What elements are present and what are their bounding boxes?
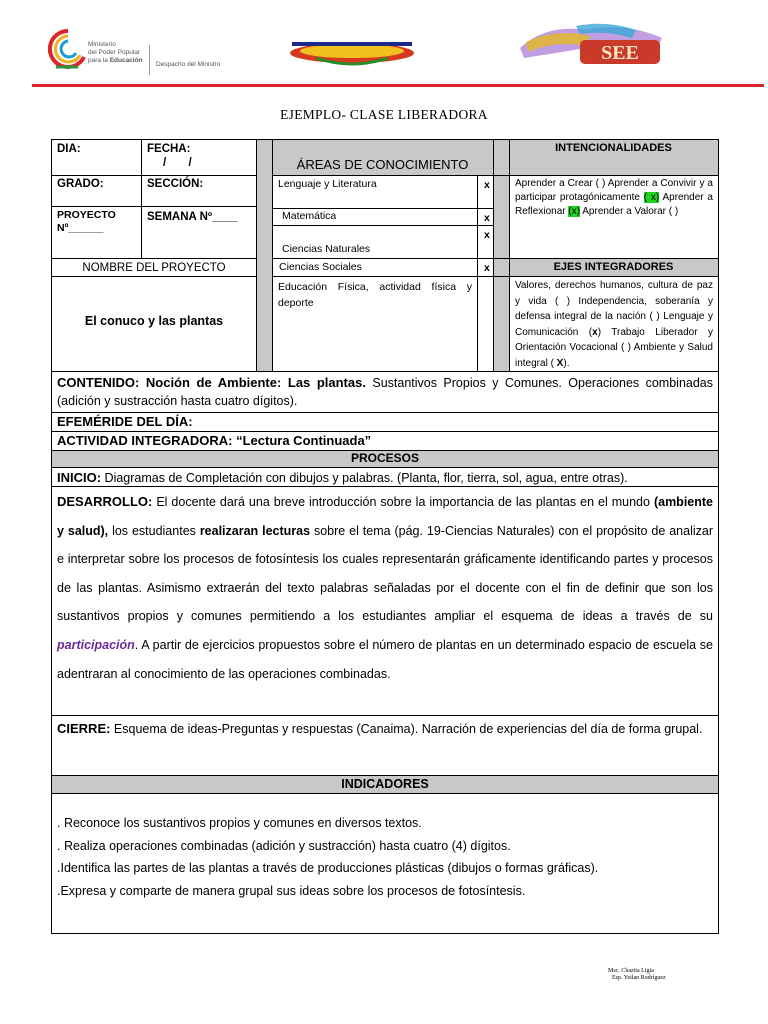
area-lenguaje-mark: x	[484, 179, 490, 191]
nombre-proyecto-label: NOMBRE DEL PROYECTO	[82, 262, 226, 274]
efemeride-label: EFEMÉRIDE DEL DÍA:	[57, 414, 193, 429]
area-ciencias-naturales-mark: x	[484, 229, 490, 241]
area-ciencias-naturales: Ciencias Naturales	[282, 243, 371, 255]
ejes-text-part3: ).	[563, 357, 570, 369]
procesos-header: PROCESOS	[350, 451, 419, 465]
central-emblem-logo	[286, 36, 418, 68]
inicio-label: INICIO:	[57, 470, 102, 485]
signature-line2: Esp. Yeilan Rodríguez	[612, 975, 666, 981]
area-ciencias-sociales: Ciencias Sociales	[279, 261, 362, 273]
desarrollo-label: DESARROLLO:	[57, 494, 153, 509]
area-lenguaje: Lenguaje y Literatura	[278, 178, 377, 190]
cierre-cell	[57, 720, 713, 738]
indicadores-header: INDICADORES	[341, 777, 429, 791]
grado-label: GRADO:	[57, 178, 104, 190]
ministry-line2: del Poder Popular	[88, 49, 141, 56]
logo-divider	[149, 45, 150, 75]
intencion-crear-convivir: Aprender a Crear ( ) Aprender a Convivir y a participar protagónicamente	[515, 178, 713, 203]
signature	[608, 968, 666, 982]
gray-col-2	[493, 140, 509, 176]
inicio-cell	[57, 469, 713, 487]
eje-lenguaje-mark: x	[592, 326, 598, 338]
proyecto-number: Nº______	[57, 222, 104, 234]
areas-header: ÁREAS DE CONOCIMIENTO	[296, 157, 469, 172]
desarrollo-text-4: . A partir de ejercicios propuestos sobre el número de plantas en un determinado espacio de escuela se adentraran al conocimiento de las operaciones combinadas.	[57, 637, 713, 681]
intencionalidades-header: INTENCIONALIDADES	[555, 142, 672, 154]
desarrollo-text-2: los estudiantes	[108, 523, 200, 538]
ministry-emblem-icon	[48, 27, 88, 75]
area-matematica-mark: x	[484, 212, 490, 224]
semana-label: SEMANA Nº____	[147, 211, 238, 223]
dia-label: DIA:	[57, 143, 81, 155]
area-ciencias-sociales-mark: x	[484, 262, 490, 274]
fecha-value: / /	[163, 157, 192, 169]
desarrollo-text-1: El docente dará una breve introducción sobre la importancia de las plantas en el mundo	[152, 495, 654, 509]
ejes-text-part2: ) Trabajo Liberador y Orientación Vocacional ( ) Ambiente y Salud integral (	[515, 326, 713, 369]
indicador-item: . Realiza operaciones combinadas (adición y sustracción) hasta cuatro (4) dígitos.	[57, 838, 511, 853]
gray-col-2-lower	[493, 176, 509, 371]
indicadores-list	[57, 812, 598, 902]
svg-text:SEE: SEE	[601, 42, 639, 64]
gray-col-1	[256, 140, 272, 371]
desarrollo-text-3: sobre el tema (pág. 19-Ciencias Naturales) con el propósito de analizar e interpretar sobre los procesos de fotosíntesis los cuales representarán gráficamente identificando partes y procesos de las plantas. Asimismo extraerán del texto palabras señaladas por el docente con el fin de definir que son los sustantivos propios y comunes permitiendo a los estudiantes ampliar el esquema de ideas a través de su	[57, 523, 713, 624]
intencion-reflexionar-mark: (x)	[568, 206, 581, 217]
eje-ambiente-mark: X	[553, 357, 564, 369]
ministry-logo	[48, 27, 228, 79]
area-educacion-fisica: Educación Física, actividad física y deporte	[278, 281, 472, 309]
despacho-label: Despacho del Ministro	[156, 61, 221, 68]
inicio-text: Diagramas de Completación con dibujos y palabras. (Planta, flor, tierra, sol, agua, entre otras).	[101, 471, 628, 485]
ministry-line3-bold: Educación	[109, 57, 143, 64]
actividad-integradora: ACTIVIDAD INTEGRADORA: “Lectura Continuada”	[57, 433, 372, 448]
desarrollo-bold-1: (ambiente y salud),	[57, 495, 713, 538]
proyecto-label: PROYECTO	[57, 209, 116, 221]
intencion-valorar: Aprender a Valorar ( )	[580, 206, 679, 217]
area-matematica: Matemática	[282, 210, 337, 222]
contenido-label: CONTENIDO: Noción de Ambiente: Las plantas.	[57, 375, 366, 390]
intencion-reflexionar: Aprender a Reflexionar	[515, 192, 713, 217]
indicador-item: .Identifica las partes de las plantas a través de producciones plásticas (dibujos o formas gráficas).	[57, 861, 599, 875]
seccion-label: SECCIÓN:	[147, 178, 204, 190]
ejes-text-part1: Valores, derechos humanos, cultura de paz y vida ( ) Independencia, soberanía y defensa integral de la nación ( ) Lenguaje y Comunicación (	[515, 280, 713, 338]
contenido-cell	[57, 374, 713, 410]
header-rule	[32, 84, 764, 87]
cierre-label: CIERRE:	[57, 721, 111, 736]
signature-line1: Msc. Chazita Ligia	[608, 968, 654, 974]
desarrollo-bold-2: realizaran lecturas	[199, 523, 311, 538]
cierre-text: Esquema de ideas-Preguntas y respuestas (Canaima). Narración de experiencias del día de forma grupal.	[110, 722, 703, 736]
ministry-line1: Ministerio	[88, 41, 116, 48]
indicador-item: . Reconoce los sustantivos propios y comunes en diversos textos.	[57, 816, 422, 830]
indicador-item: .Expresa y comparte de manera grupal sus ideas sobre los procesos de fotosíntesis.	[57, 883, 526, 898]
contenido-text: Sustantivos Propios y Comunes. Operaciones combinadas (adición y sustracción hasta cuatro dígitos).	[57, 376, 713, 408]
document-title: EJEMPLO- CLASE LIBERADORA	[280, 107, 488, 122]
fecha-label: FECHA:	[147, 143, 191, 155]
ejes-text	[515, 278, 713, 371]
ministry-line3: para la	[88, 57, 110, 64]
ejes-header: EJES INTEGRADORES	[553, 261, 674, 273]
desarrollo-cell	[57, 488, 713, 688]
intencionalidades-text	[515, 177, 713, 219]
nombre-proyecto-value: El conuco y las plantas	[84, 314, 224, 328]
intencion-convivir-mark: ( x)	[643, 192, 660, 203]
ministry-name	[88, 41, 143, 65]
participacion-word: participación	[57, 637, 135, 652]
see-logo	[516, 18, 666, 68]
